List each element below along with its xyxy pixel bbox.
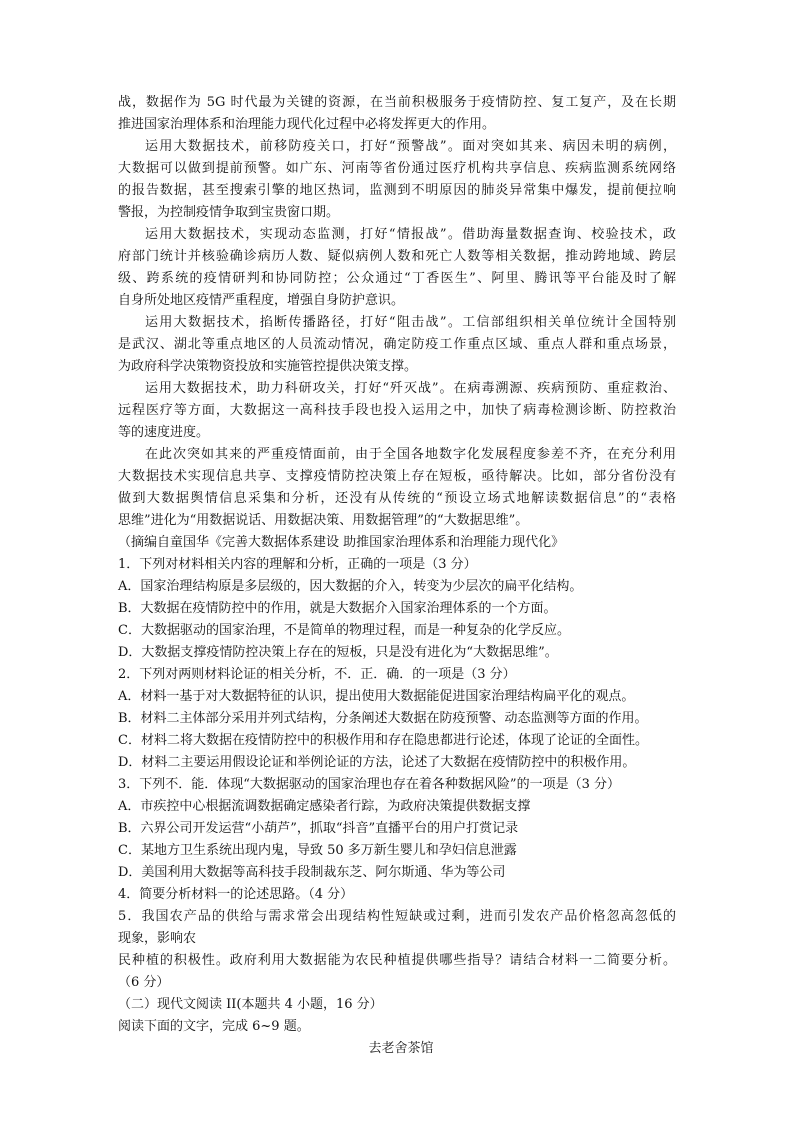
text-line: 远程医疗等方面，大数据这一高科技手段也投入运用之中，加快了病毒检测诊断、防控救治: [118, 403, 676, 418]
text-line: 运用大数据技术，助力科研攻关，打好“歼灭战”。在病毒溯源、疾病预防、重症救治、: [145, 381, 676, 396]
text-line: 为政府科学决策物资投放和实施管控提供决策支撑。: [118, 359, 418, 374]
text-line: A．材料一基于对大数据特征的认识，提出使用大数据能促进国家治理结构扁平化的观点。: [118, 689, 635, 704]
text-line: 在此次突如其来的严重疫情面前，由于全国各地数字化发展程度参差不齐，在充分利用: [145, 447, 676, 462]
text-line: 大数据技术实现信息共享、支撑疫情防控决策上存在短板，亟待解决。比如，部分省份没有: [118, 469, 676, 484]
text-line: 府部门统计并核验确诊病历人数、疑似病例人数和死亡人数等相关数据，推动跨地域、跨层: [118, 249, 676, 264]
text-line: （6 分）: [118, 975, 170, 990]
text-line: 战，数据作为 5G 时代最为关键的资源，在当前积极服务于疫情防控、复工复产，及在长期: [118, 95, 676, 110]
text-line: 运用大数据技术，实现动态监测，打好“情报战”。借助海量数据查询、校验技术，政: [145, 227, 676, 242]
text-line: 运用大数据技术，掐断传播路径，打好“阻击战”。工信部组织相关单位统计全国特别: [145, 315, 676, 330]
text-line: 4．简要分析材料一的论述思路。（4 分）: [118, 887, 354, 902]
text-line: （摘编自童国华《完善大数据体系建设 助推国家治理体系和治理能力现代化》: [118, 535, 565, 550]
section-title: 去老舍茶馆: [368, 1041, 434, 1056]
text-line: D．美国利用大数据等高科技手段制裁东芝、阿尔斯通、华为等公司: [118, 865, 506, 880]
text-line: B．大数据在疫情防控中的作用，就是大数据介入国家治理体系的一个方面。: [118, 601, 557, 616]
text-line: 大数据可以做到提前预警。如广东、河南等省份通过医疗机构共享信息、疾病监测系统网络: [118, 161, 676, 176]
text-line: 推进国家治理体系和治理能力现代化过程中必将发挥更大的作用。: [118, 117, 496, 132]
text-line: A．市疾控中心根据流调数据确定感染者行踪，为政府决策提供数据支撑: [118, 799, 531, 814]
text-line: 级、跨系统的疫情研判和协同防控；公众通过“丁香医生”、阿里、腾讯等平台能及时了解: [118, 271, 676, 286]
text-line: D．大数据支撑疫情防控决策上存在的短板，只是没有进化为“大数据思维”。: [118, 645, 558, 660]
text-line: 运用大数据技术，前移防疫关口，打好“预警战”。面对突如其来、病因未明的病例，: [145, 139, 676, 154]
text-line: 现象，影响农: [118, 931, 197, 946]
text-line: 民种植的积极性。政府利用大数据能为农民种植提供哪些指导？请结合材料一二简要分析。: [118, 953, 676, 968]
text-line: 3．下列不．能．体现“大数据驱动的国家治理也存在着各种数据风险”的一项是（3 分）: [118, 777, 620, 792]
text-line: 警报，为控制疫情争取到宝贵窗口期。: [118, 205, 340, 220]
text-line: 自身所处地区疫情严重程度，增强自身防护意识。: [118, 293, 405, 308]
text-line: （二）现代文阅读 II(本题共 4 小题，16 分）: [118, 997, 383, 1012]
document-page: [118, 92, 676, 1060]
text-line: C．某地方卫生系统出现内鬼，导致 50 多万新生婴儿和孕妇信息泄露: [118, 843, 517, 858]
text-line: 是武汉、湖北等重点地区的人员流动情况，确定防疫工作重点区域、重点人群和重点场景，: [118, 337, 676, 352]
text-line: A．国家治理结构原是多层级的，因大数据的介入，转变为少层次的扁平化结构。: [118, 579, 583, 594]
text-line: 1．下列对材料相关内容的理解和分析，正确的一项是（3 分）: [118, 557, 477, 572]
text-line: B．六界公司开发运营“小葫芦”，抓取“抖音”直播平台的用户打赏记录: [118, 821, 519, 836]
text-line: B．材料二主体部分采用并列式结构，分条阐述大数据在防疫预警、动态监测等方面的作用。: [118, 711, 648, 726]
text-line: 2．下列对两则材料论证的相关分析，不．正．确．的一项是（3 分）: [118, 667, 516, 682]
text-line: 阅读下面的文字，完成 6~9 题。: [118, 1019, 310, 1034]
text-line: 的报告数据，甚至搜索引擎的地区热词，监测到不明原因的肺炎异常集中爆发，提前便拉响: [118, 183, 676, 198]
text-line: 思维”进化为“用数据说话、用数据决策、用数据管理”的“大数据思维”。: [118, 513, 529, 528]
text-line: 等的速度进度。: [118, 425, 210, 440]
text-line: D．材料二主要运用假设论证和举例论证的方法，论述了大数据在疫情防控中的积极作用。: [118, 755, 636, 770]
text-line: C．材料二将大数据在疫情防控中的积极作用和存在隐患都进行论述，体现了论证的全面性。: [118, 733, 648, 748]
text-line: 做到大数据舆情信息采集和分析，还没有从传统的“预设立场式地解读数据信息”的“表格: [118, 491, 676, 506]
text-line: 5．我国农产品的供给与需求常会出现结构性短缺或过剩，进而引发农产品价格忽高忽低的: [118, 909, 676, 924]
text-line: C．大数据驱动的国家治理，不是简单的物理过程，而是一种复杂的化学反应。: [118, 623, 570, 638]
